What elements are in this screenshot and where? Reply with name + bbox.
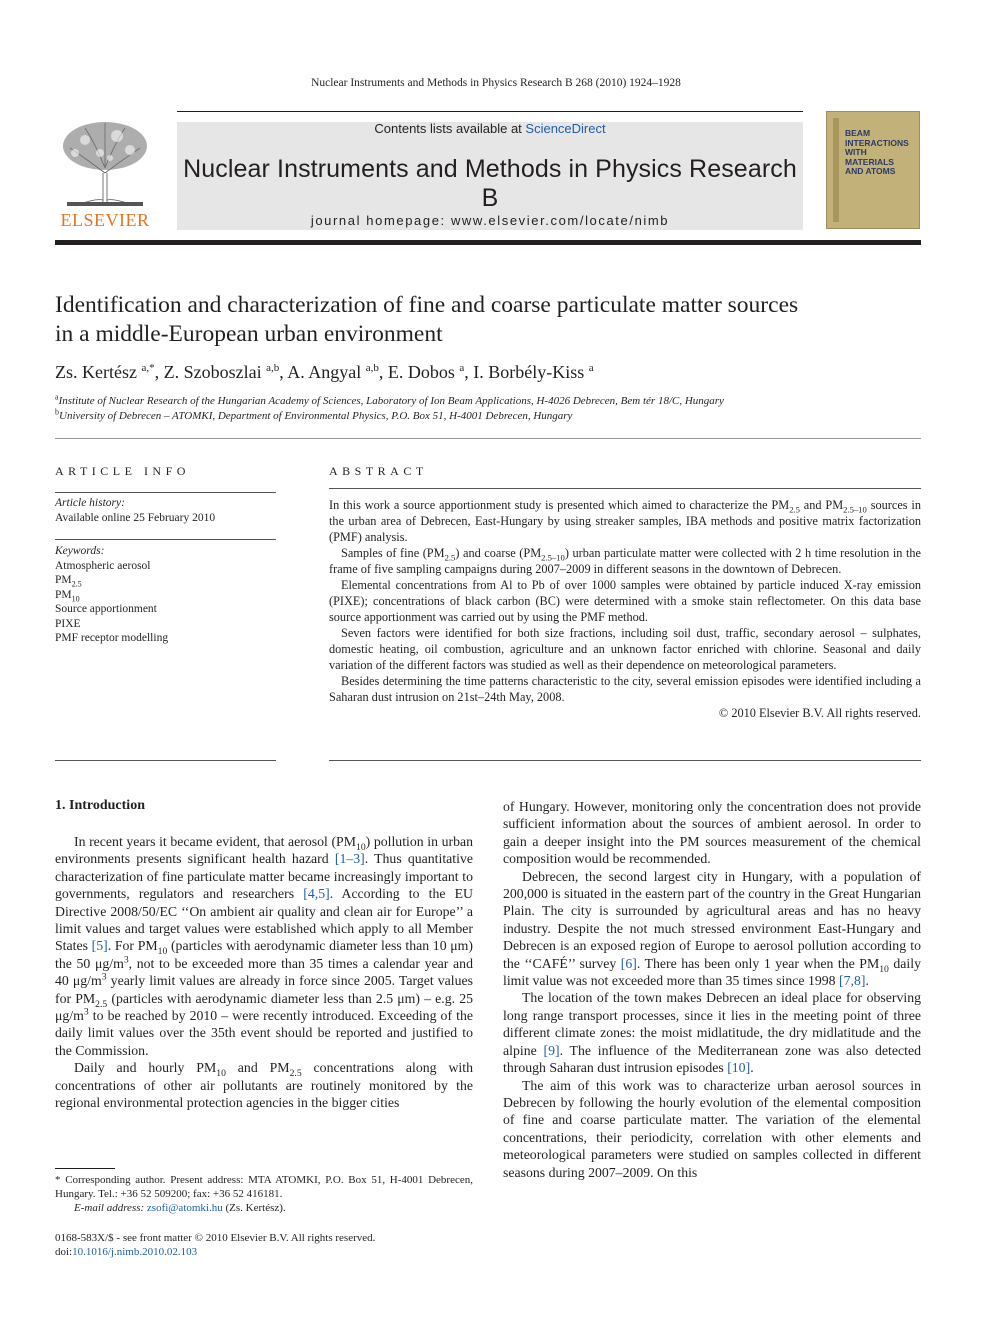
article-info-heading: ARTICLE INFO [55,464,190,478]
keywords: Keywords: Atmospheric aerosol $PM_{2.5}$ $PM_{10}$ Source apportionment PIXE PMF receptor modelling [55,545,169,644]
section-heading: 1. Introduction [55,798,145,813]
author: E. Dobos [387,362,455,382]
divider [55,760,276,761]
keyword: PMF receptor modelling [55,632,169,644]
keyword: $PM_{2.5}$ [55,574,82,589]
copyright: © 2010 Elsevier B.V. All rights reserved. [718,706,921,720]
journal-cover-image [826,111,920,229]
author: Z. Szoboszlai [163,362,262,382]
footnote-email: E-mail address: zsofi@atomki.hu (Zs. Kertész). [74,1202,286,1214]
keyword: $PM_{10}$ [55,588,80,603]
issn-line: 0168-583X/$ - see front matter © 2010 Elsevier B.V. All rights reserved. [55,1232,376,1244]
email-link[interactable]: zsofi@atomki.hu [146,1202,223,1214]
divider [55,438,921,439]
abstract-heading: ABSTRACT [329,464,428,478]
keyword: Atmospheric aerosol [55,559,151,572]
journal-citation: Nuclear Instruments and Methods in Physics Research B 268 (2010) 1924–1928 [311,77,681,89]
divider [329,488,921,489]
divider [329,760,921,761]
article-title: Identification and characterization of fine and coarse particulate matter sources in a middle-European urban environment [55,292,799,347]
divider [55,492,276,493]
contents-line: Contents lists available at ScienceDirect [374,121,606,136]
footnote-rule [55,1168,115,1169]
journal-homepage[interactable]: journal homepage: www.elsevier.com/locate/nimb [310,213,670,228]
sciencedirect-link[interactable]: ScienceDirect [525,121,606,136]
keyword: PIXE [55,617,81,630]
author: A. Angyal [287,362,362,382]
journal-title: Nuclear Instruments and Methods in Physics Research B [183,155,797,212]
intro-left-column: In recent years it became evident, that aerosol $(PM_{10})$ pollution in urban environments presents significant health hazard [1–3]. Thus quantitative characterization of fine particulate matter became increasingly important to governments, regulators and researchers [4,5]. According to the EU Directive 2008/50/EC ‘‘On ambient air quality and clean air for Europe’’ a limit values and target values were established which apply to all Member States [5]. For $PM_{10}$ (particles with aerodynamic diameter less than 10 μm) the 50 $\mu g/m^3$, not to be exceeded more than 35 times a calendar year and 40 $\mu g/m^3$ yearly limit values are already in force since 2005. Target values for $PM_{2.5}$ (particles with aerodynamic diameter less than 2.5 μm) – e.g. 25 $\mu g/m^3$ to be reached by 2010 – were recently introduced. Exceeding of the daily limit values over the 35th event should be reported and justified to the Commission. Daily and hourly $PM_{10}$ and $PM_{2.5}$ concentrations along with concentrations of other air pollutants are routinely monitored by the regional environmental protection agencies in the bigger cities [55,834,474,1111]
divider [55,539,276,540]
author: I. Borbély-Kiss [473,362,585,382]
keyword: Source apportionment [55,603,157,615]
cover-title: BEAM INTERACTIONS WITH MATERIALS AND ATOMS [845,128,909,176]
affiliation-a: $^a$Institute of Nuclear Research of the Hungarian Academy of Sciences, Laboratory of Ion Beam Applications, H-4026 Debrecen, Bem tér 18/C, Hungary [55,392,724,407]
article-history: Article history: Available online 25 February 2010 [55,497,216,524]
abstract-body: In this work a source apportionment study is presented which aimed to characterize the $PM_{2.5}$ and $PM_{2.5-10}$ sources in the urban area of Debrecen, East-Hungary by using streaker samples, IBA methods and positive matrix factorization (PMF) analysis. Samples of fine $(PM_{2.5})$ and coarse $(PM_{2.5-10})$ urban particulate matter were collected with 2 h time resolution in the frame of five sampling campaigns during 2007–2009 in different seasons in the downtown of Debrecen. Elemental concentrations from Al to Pb of over 1000 samples were obtained by particle induced X-ray emission (PIXE); concentrations of black carbon (BC) were determined with a smoke stain reflectometer. On this data base source apportionment was carried out by using the PMF method. Seven factors were identified for both size fractions, including soil dust, traffic, secondary aerosol – sulphates, domestic heating, oil combustion, agriculture and an unknown factor enriched with chlorine. Seasonal and daily variation of the different factors was studied as well as their dependence on meteorological parameters. Besides determining the time patterns characteristic to the city, several emission episodes were identified including a Saharan dust intrusion on 21st–24th May, 2008. © 2010 Elsevier B.V. All rights reserved. [329,498,922,720]
header-thick-rule [55,240,921,245]
footnote-corresponding: * Corresponding author. Present address: MTA ATOMKI, P.O. Box 51, H-4001 Debrecen, Hungary. Tel.: +36 52 509200; fax: +36 52 416181. [55,1174,473,1200]
intro-right-column: of Hungary. However, monitoring only the concentration does not provide sufficient information about the sources of ambient aerosol. In order to gain a deeper insight into the PM sources measurement of the chemical composition would be recommended. Debrecen, the second largest city in Hungary, with a population of 200,000 is situated in the eastern part of the country in the Great Hungarian Plain. The city is surrounded by agricultural areas and has no heavy industry. Despite the not much stressed environment East-Hungary and Debrecen is an exposed region of Europe to aerosol pollution according to the ‘‘CAFÉ’’ survey [6]. There has been only 1 year when the $PM_{10}$ daily limit value was not exceeded more than 35 times since 1998 [7,8]. The location of the town makes Debrecen an ideal place for observing long range transport processes, since it lies in the meeting point of three different climate zones: the moist midlatitude, the dry midlatitude and the alpine [9]. The influence of the Mediterranean zone was also detected through Saharan dust intrusion episodes [10]. The aim of this work was to characterize urban aerosol sources in Debrecen by following the hourly evolution of the elemental composition of fine and coarse particulate matter. The variation of the elemental concentrations, their periodicity, correlation with other elements and meteorological parameters were studied on samples collected in different seasons during 2007–2009. On this [503,799,921,1180]
doi-link[interactable]: 10.1016/j.nimb.2010.02.103 [72,1246,198,1258]
publisher-name: ELSEVIER [60,210,150,230]
cover-stripe [833,118,839,222]
doi-line: doi:10.1016/j.nimb.2010.02.103 [55,1246,198,1258]
author: Zs. Kertész [55,362,137,382]
header-top-rule [177,111,803,112]
author-list: Zs. Kertész $^{a,*}$, Z. Szoboszlai $^{a,b}$, A. Angyal $^{a,b}$, E. Dobos $^a$, I. Borbély-Kiss $^a$ [55,362,594,382]
affiliation-b: $^b$University of Debrecen – ATOMKI, Department of Environmental Physics, P.O. Box 51, H-4001 Debrecen, Hungary [55,407,573,422]
